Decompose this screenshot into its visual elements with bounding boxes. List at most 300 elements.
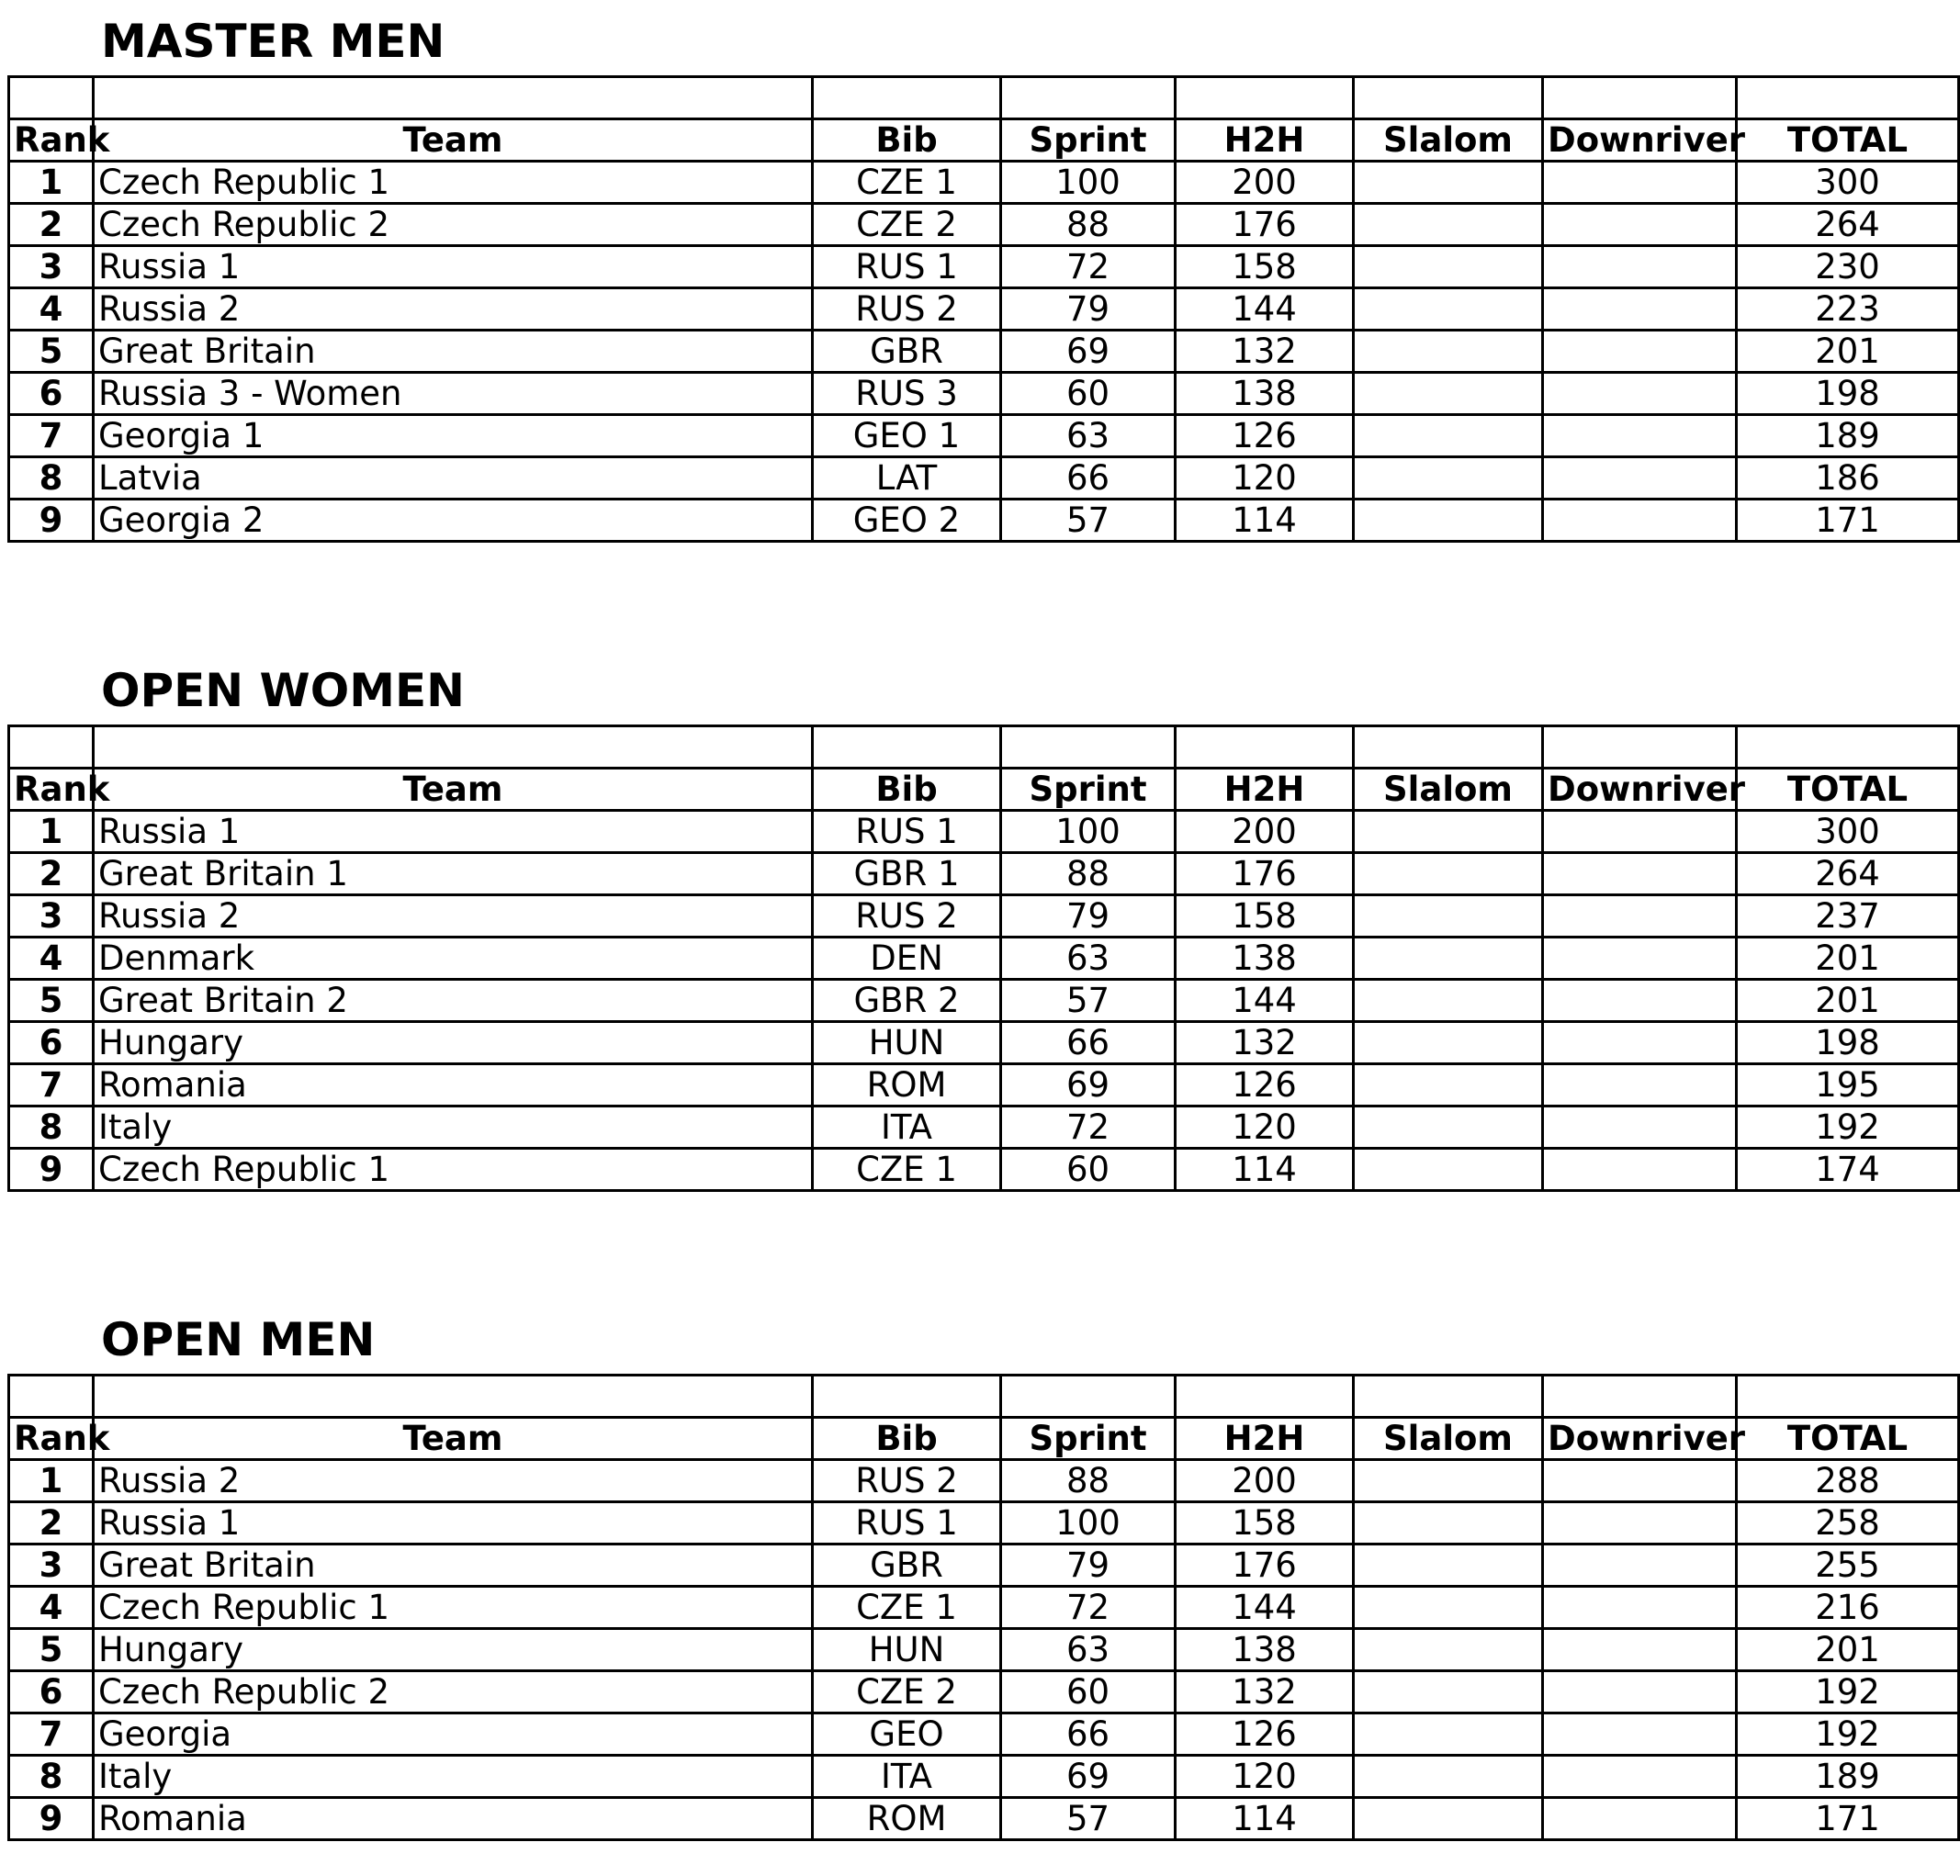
team-cell: Russia 2 (94, 1460, 813, 1502)
bib-cell: RUS 1 (813, 811, 1001, 853)
h2h-cell: 144 (1176, 288, 1354, 331)
table-row (9, 1587, 1959, 1629)
table-row (9, 204, 1959, 246)
total-cell: 198 (1737, 373, 1959, 415)
slalom-cell (1354, 415, 1543, 457)
table-row (9, 811, 1959, 853)
team-cell: Russia 2 (94, 895, 813, 938)
sprint-cell: 63 (1001, 938, 1176, 980)
table-row (9, 331, 1959, 373)
downriver-cell (1543, 1502, 1737, 1545)
table-row (9, 457, 1959, 500)
team-cell: Romania (94, 1798, 813, 1840)
total-cell: 258 (1737, 1502, 1959, 1545)
team-cell: Georgia (94, 1713, 813, 1756)
sprint-cell: 72 (1001, 1587, 1176, 1629)
total-cell: 300 (1737, 811, 1959, 853)
h2h-cell: 158 (1176, 1502, 1354, 1545)
total-cell: 192 (1737, 1713, 1959, 1756)
total-cell: 192 (1737, 1671, 1959, 1713)
empty-cell (1176, 77, 1354, 119)
slalom-cell (1354, 331, 1543, 373)
section-title: MASTER MEN (101, 15, 445, 68)
column-header-bib: Bib (813, 1418, 1001, 1460)
table-row (9, 1671, 1959, 1713)
total-cell: 174 (1737, 1149, 1959, 1191)
table-row (9, 1064, 1959, 1107)
empty-cell (9, 1376, 94, 1418)
spacer-row (9, 77, 1959, 119)
column-header-downriver: Downriver (1543, 769, 1737, 811)
sprint-cell: 63 (1001, 1629, 1176, 1671)
table-body (9, 1460, 1959, 1840)
bib-cell: CZE 1 (813, 1587, 1001, 1629)
rank-cell: 4 (9, 938, 94, 980)
downriver-cell (1543, 980, 1737, 1022)
slalom-cell (1354, 1502, 1543, 1545)
downriver-cell (1543, 1149, 1737, 1191)
column-header-bib: Bib (813, 119, 1001, 162)
bib-cell: RUS 1 (813, 1502, 1001, 1545)
slalom-cell (1354, 1756, 1543, 1798)
total-cell: 201 (1737, 331, 1959, 373)
table-row (9, 1798, 1959, 1840)
table-row (9, 1629, 1959, 1671)
bib-cell: RUS 1 (813, 246, 1001, 288)
table-body (9, 811, 1959, 1191)
team-cell: Denmark (94, 938, 813, 980)
total-cell: 288 (1737, 1460, 1959, 1502)
empty-cell (1737, 1376, 1959, 1418)
slalom-cell (1354, 500, 1543, 542)
h2h-cell: 120 (1176, 457, 1354, 500)
sprint-cell: 79 (1001, 895, 1176, 938)
empty-cell (1001, 726, 1176, 769)
total-cell: 171 (1737, 1798, 1959, 1840)
rank-cell: 1 (9, 811, 94, 853)
table-row (9, 1460, 1959, 1502)
team-cell: Italy (94, 1756, 813, 1798)
bib-cell: GEO 2 (813, 500, 1001, 542)
rank-cell: 2 (9, 204, 94, 246)
rank-cell: 5 (9, 980, 94, 1022)
sprint-cell: 60 (1001, 1671, 1176, 1713)
h2h-cell: 126 (1176, 415, 1354, 457)
table-row (9, 162, 1959, 204)
sprint-cell: 88 (1001, 853, 1176, 895)
empty-cell (1176, 726, 1354, 769)
bib-cell: GEO (813, 1713, 1001, 1756)
table-row (9, 1545, 1959, 1587)
table-row (9, 246, 1959, 288)
rank-cell: 3 (9, 1545, 94, 1587)
team-cell: Russia 1 (94, 246, 813, 288)
downriver-cell (1543, 1756, 1737, 1798)
bib-cell: CZE 1 (813, 162, 1001, 204)
h2h-cell: 158 (1176, 895, 1354, 938)
empty-cell (1176, 1376, 1354, 1418)
total-cell: 195 (1737, 1064, 1959, 1107)
rank-cell: 2 (9, 853, 94, 895)
slalom-cell (1354, 895, 1543, 938)
downriver-cell (1543, 457, 1737, 500)
total-cell: 264 (1737, 204, 1959, 246)
slalom-cell (1354, 853, 1543, 895)
bib-cell: HUN (813, 1629, 1001, 1671)
empty-cell (813, 1376, 1001, 1418)
rank-cell: 1 (9, 1460, 94, 1502)
slalom-cell (1354, 1149, 1543, 1191)
sprint-cell: 79 (1001, 288, 1176, 331)
total-cell: 264 (1737, 853, 1959, 895)
total-cell: 192 (1737, 1107, 1959, 1149)
h2h-cell: 200 (1176, 811, 1354, 853)
slalom-cell (1354, 1587, 1543, 1629)
bib-cell: ITA (813, 1107, 1001, 1149)
spacer-row (9, 1376, 1959, 1418)
slalom-cell (1354, 373, 1543, 415)
column-header-downriver: Downriver (1543, 119, 1737, 162)
slalom-cell (1354, 980, 1543, 1022)
total-cell: 189 (1737, 415, 1959, 457)
empty-cell (9, 726, 94, 769)
downriver-cell (1543, 373, 1737, 415)
bib-cell: CZE 2 (813, 204, 1001, 246)
downriver-cell (1543, 162, 1737, 204)
rank-cell: 2 (9, 1502, 94, 1545)
rank-cell: 4 (9, 288, 94, 331)
table-row (9, 373, 1959, 415)
h2h-cell: 138 (1176, 373, 1354, 415)
total-cell: 189 (1737, 1756, 1959, 1798)
h2h-cell: 176 (1176, 1545, 1354, 1587)
column-header-rank: Rank (9, 119, 94, 162)
h2h-cell: 126 (1176, 1064, 1354, 1107)
h2h-cell: 176 (1176, 853, 1354, 895)
empty-cell (813, 726, 1001, 769)
team-cell: Great Britain 2 (94, 980, 813, 1022)
total-cell: 255 (1737, 1545, 1959, 1587)
empty-cell (1354, 77, 1543, 119)
column-header-team: Team (94, 769, 813, 811)
h2h-cell: 132 (1176, 1671, 1354, 1713)
total-cell: 171 (1737, 500, 1959, 542)
total-cell: 201 (1737, 1629, 1959, 1671)
column-header-sprint: Sprint (1001, 769, 1176, 811)
sprint-cell: 100 (1001, 162, 1176, 204)
sprint-cell: 72 (1001, 246, 1176, 288)
column-header-downriver: Downriver (1543, 1418, 1737, 1460)
h2h-cell: 138 (1176, 938, 1354, 980)
downriver-cell (1543, 500, 1737, 542)
table-row (9, 415, 1959, 457)
empty-cell (94, 726, 813, 769)
downriver-cell (1543, 853, 1737, 895)
empty-cell (1543, 77, 1737, 119)
team-cell: Czech Republic 2 (94, 1671, 813, 1713)
sprint-cell: 57 (1001, 1798, 1176, 1840)
total-cell: 300 (1737, 162, 1959, 204)
empty-cell (1354, 726, 1543, 769)
column-header-bib: Bib (813, 769, 1001, 811)
header-row (9, 769, 1959, 811)
downriver-cell (1543, 1064, 1737, 1107)
empty-cell (1737, 77, 1959, 119)
slalom-cell (1354, 162, 1543, 204)
h2h-cell: 126 (1176, 1713, 1354, 1756)
total-cell: 186 (1737, 457, 1959, 500)
empty-cell (1737, 726, 1959, 769)
downriver-cell (1543, 1713, 1737, 1756)
column-header-slalom: Slalom (1354, 1418, 1543, 1460)
team-cell: Czech Republic 1 (94, 1587, 813, 1629)
sprint-cell: 57 (1001, 980, 1176, 1022)
column-header-sprint: Sprint (1001, 119, 1176, 162)
team-cell: Hungary (94, 1629, 813, 1671)
total-cell: 223 (1737, 288, 1959, 331)
slalom-cell (1354, 1629, 1543, 1671)
downriver-cell (1543, 415, 1737, 457)
column-header-team: Team (94, 119, 813, 162)
team-cell: Russia 3 - Women (94, 373, 813, 415)
rank-cell: 7 (9, 415, 94, 457)
team-cell: Georgia 2 (94, 500, 813, 542)
empty-cell (1543, 726, 1737, 769)
slalom-cell (1354, 938, 1543, 980)
rank-cell: 8 (9, 457, 94, 500)
bib-cell: CZE 1 (813, 1149, 1001, 1191)
total-cell: 198 (1737, 1022, 1959, 1064)
team-cell: Romania (94, 1064, 813, 1107)
sprint-cell: 100 (1001, 811, 1176, 853)
rank-cell: 7 (9, 1713, 94, 1756)
bib-cell: CZE 2 (813, 1671, 1001, 1713)
sprint-cell: 100 (1001, 1502, 1176, 1545)
empty-cell (1001, 77, 1176, 119)
slalom-cell (1354, 1545, 1543, 1587)
table-row (9, 1107, 1959, 1149)
header-row (9, 119, 1959, 162)
bib-cell: ITA (813, 1756, 1001, 1798)
table-row (9, 1149, 1959, 1191)
results-table (7, 75, 1960, 543)
rank-cell: 3 (9, 895, 94, 938)
h2h-cell: 114 (1176, 1798, 1354, 1840)
table-row (9, 288, 1959, 331)
h2h-cell: 138 (1176, 1629, 1354, 1671)
sprint-cell: 69 (1001, 331, 1176, 373)
rank-cell: 1 (9, 162, 94, 204)
bib-cell: GBR 1 (813, 853, 1001, 895)
column-header-total: TOTAL (1737, 119, 1959, 162)
team-cell: Czech Republic 1 (94, 1149, 813, 1191)
table-row (9, 895, 1959, 938)
results-table (7, 1374, 1960, 1841)
table-row (9, 1022, 1959, 1064)
h2h-cell: 200 (1176, 1460, 1354, 1502)
sprint-cell: 69 (1001, 1756, 1176, 1798)
team-cell: Georgia 1 (94, 415, 813, 457)
section-title: OPEN WOMEN (101, 664, 465, 717)
sprint-cell: 60 (1001, 1149, 1176, 1191)
bib-cell: GEO 1 (813, 415, 1001, 457)
team-cell: Russia 2 (94, 288, 813, 331)
empty-cell (1354, 1376, 1543, 1418)
downriver-cell (1543, 246, 1737, 288)
bib-cell: ROM (813, 1798, 1001, 1840)
slalom-cell (1354, 1671, 1543, 1713)
empty-cell (813, 77, 1001, 119)
bib-cell: RUS 2 (813, 288, 1001, 331)
rank-cell: 6 (9, 1671, 94, 1713)
team-cell: Italy (94, 1107, 813, 1149)
downriver-cell (1543, 1545, 1737, 1587)
h2h-cell: 114 (1176, 1149, 1354, 1191)
header-row (9, 1418, 1959, 1460)
h2h-cell: 132 (1176, 1022, 1354, 1064)
team-cell: Czech Republic 1 (94, 162, 813, 204)
h2h-cell: 120 (1176, 1756, 1354, 1798)
total-cell: 201 (1737, 938, 1959, 980)
slalom-cell (1354, 457, 1543, 500)
rank-cell: 6 (9, 373, 94, 415)
column-header-total: TOTAL (1737, 1418, 1959, 1460)
team-cell: Great Britain (94, 1545, 813, 1587)
column-header-total: TOTAL (1737, 769, 1959, 811)
bib-cell: HUN (813, 1022, 1001, 1064)
h2h-cell: 158 (1176, 246, 1354, 288)
sprint-cell: 88 (1001, 204, 1176, 246)
downriver-cell (1543, 938, 1737, 980)
downriver-cell (1543, 204, 1737, 246)
downriver-cell (1543, 1460, 1737, 1502)
sprint-cell: 69 (1001, 1064, 1176, 1107)
column-header-rank: Rank (9, 769, 94, 811)
team-cell: Czech Republic 2 (94, 204, 813, 246)
rank-cell: 9 (9, 500, 94, 542)
column-header-h2h: H2H (1176, 1418, 1354, 1460)
results-table (7, 725, 1960, 1192)
total-cell: 230 (1737, 246, 1959, 288)
downriver-cell (1543, 1107, 1737, 1149)
column-header-team: Team (94, 1418, 813, 1460)
downriver-cell (1543, 1629, 1737, 1671)
column-header-h2h: H2H (1176, 769, 1354, 811)
h2h-cell: 120 (1176, 1107, 1354, 1149)
table-row (9, 1713, 1959, 1756)
rank-cell: 8 (9, 1107, 94, 1149)
bib-cell: RUS 2 (813, 895, 1001, 938)
bib-cell: LAT (813, 457, 1001, 500)
downriver-cell (1543, 1671, 1737, 1713)
bib-cell: DEN (813, 938, 1001, 980)
table-row (9, 500, 1959, 542)
team-cell: Great Britain 1 (94, 853, 813, 895)
section-title: OPEN MEN (101, 1313, 376, 1366)
table-body (9, 162, 1959, 542)
slalom-cell (1354, 1798, 1543, 1840)
rank-cell: 5 (9, 331, 94, 373)
rank-cell: 4 (9, 1587, 94, 1629)
empty-cell (1543, 1376, 1737, 1418)
total-cell: 216 (1737, 1587, 1959, 1629)
team-cell: Russia 1 (94, 1502, 813, 1545)
slalom-cell (1354, 246, 1543, 288)
team-cell: Latvia (94, 457, 813, 500)
sprint-cell: 88 (1001, 1460, 1176, 1502)
slalom-cell (1354, 1107, 1543, 1149)
team-cell: Hungary (94, 1022, 813, 1064)
column-header-slalom: Slalom (1354, 119, 1543, 162)
table-row (9, 1756, 1959, 1798)
h2h-cell: 144 (1176, 980, 1354, 1022)
h2h-cell: 144 (1176, 1587, 1354, 1629)
h2h-cell: 114 (1176, 500, 1354, 542)
sprint-cell: 79 (1001, 1545, 1176, 1587)
bib-cell: RUS 3 (813, 373, 1001, 415)
spacer-row (9, 726, 1959, 769)
table-row (9, 980, 1959, 1022)
slalom-cell (1354, 811, 1543, 853)
slalom-cell (1354, 1022, 1543, 1064)
rank-cell: 9 (9, 1149, 94, 1191)
downriver-cell (1543, 1587, 1737, 1629)
empty-cell (9, 77, 94, 119)
rank-cell: 8 (9, 1756, 94, 1798)
column-header-slalom: Slalom (1354, 769, 1543, 811)
sprint-cell: 66 (1001, 457, 1176, 500)
downriver-cell (1543, 1798, 1737, 1840)
table-row (9, 1502, 1959, 1545)
sprint-cell: 72 (1001, 1107, 1176, 1149)
rank-cell: 5 (9, 1629, 94, 1671)
sprint-cell: 57 (1001, 500, 1176, 542)
team-cell: Russia 1 (94, 811, 813, 853)
empty-cell (94, 1376, 813, 1418)
total-cell: 237 (1737, 895, 1959, 938)
h2h-cell: 132 (1176, 331, 1354, 373)
slalom-cell (1354, 204, 1543, 246)
downriver-cell (1543, 1022, 1737, 1064)
table-row (9, 853, 1959, 895)
slalom-cell (1354, 1460, 1543, 1502)
slalom-cell (1354, 1064, 1543, 1107)
h2h-cell: 176 (1176, 204, 1354, 246)
sprint-cell: 66 (1001, 1022, 1176, 1064)
empty-cell (1001, 1376, 1176, 1418)
downriver-cell (1543, 331, 1737, 373)
bib-cell: GBR (813, 331, 1001, 373)
empty-cell (94, 77, 813, 119)
table-row (9, 938, 1959, 980)
downriver-cell (1543, 895, 1737, 938)
team-cell: Great Britain (94, 331, 813, 373)
column-header-h2h: H2H (1176, 119, 1354, 162)
bib-cell: GBR 2 (813, 980, 1001, 1022)
bib-cell: RUS 2 (813, 1460, 1001, 1502)
rank-cell: 6 (9, 1022, 94, 1064)
downriver-cell (1543, 288, 1737, 331)
downriver-cell (1543, 811, 1737, 853)
slalom-cell (1354, 288, 1543, 331)
sprint-cell: 60 (1001, 373, 1176, 415)
rank-cell: 3 (9, 246, 94, 288)
h2h-cell: 200 (1176, 162, 1354, 204)
rank-cell: 9 (9, 1798, 94, 1840)
rank-cell: 7 (9, 1064, 94, 1107)
sprint-cell: 63 (1001, 415, 1176, 457)
column-header-rank: Rank (9, 1418, 94, 1460)
